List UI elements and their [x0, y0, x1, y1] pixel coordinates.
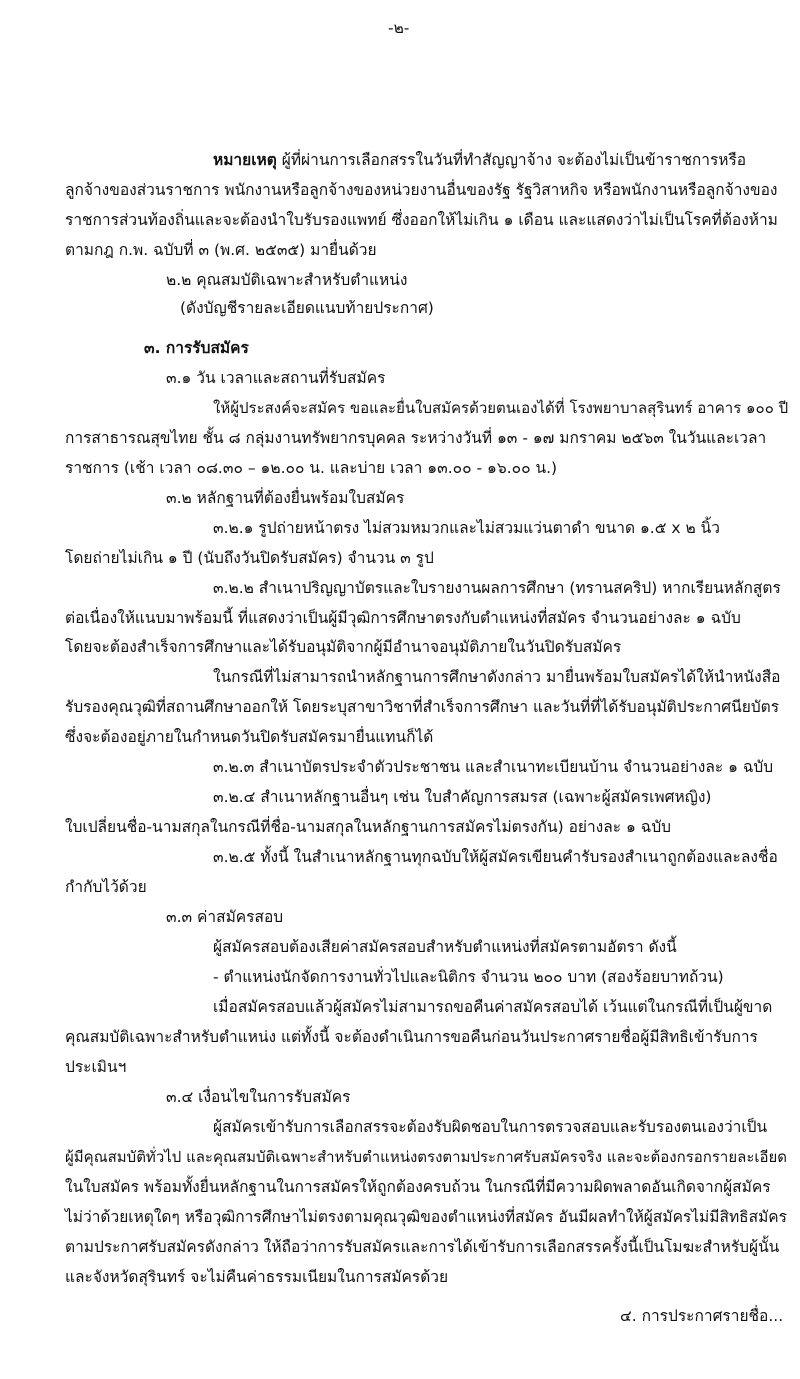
- note-line-1: หมายเหตุ ผู้ที่ผ่านการเลือกสรรในวันที่ทำสัญญาจ้าง จะต้องไม่เป็นข้าราชการหรือ: [213, 151, 747, 169]
- item-3-2-2-line-6: ซึ่งจะต้องอยู่ภายในกำหนดวันปิดรับสมัครมายื่นแทนก็ได้: [65, 728, 434, 746]
- section-3-1-line-1: ให้ผู้ประสงค์จะสมัคร ขอและยื่นใบสมัครด้วยตนเองได้ที่ โรงพยาบาลสุรินทร์ อาคาร ๑๐๐ ปี: [213, 399, 789, 417]
- item-3-2-2-line-2: ต่อเนื่องให้แนบมาพร้อมนี้ ที่แสดงว่าเป็นผู้มีวุฒิการศึกษาตรงกับตำแหน่งที่สมัคร จำนวนอย่างละ ๑ ฉบับ: [65, 609, 741, 627]
- item-3-2-3-line-1: ๓.๒.๓ สำเนาบัตรประจำตัวประชาชน และสำเนาทะเบียนบ้าน จำนวนอย่างละ ๑ ฉบับ: [213, 758, 774, 776]
- section-3-3-title: ๓.๓ ค่าสมัครสอบ: [166, 908, 284, 926]
- item-3-2-2-line-4: ในกรณีที่ไม่สามารถนำหลักฐานการศึกษาดังกล่าว มายื่นพร้อมใบสมัครได้ให้นำหนังสือ: [213, 668, 781, 686]
- item-3-2-4-line-1: ๓.๒.๔ สำเนาหลักฐานอื่นๆ เช่น ใบสำคัญการสมรส (เฉพาะผู้สมัครเพศหญิง): [213, 788, 712, 806]
- section-3-2-title: ๓.๒ หลักฐานที่ต้องยื่นพร้อมใบสมัคร: [166, 489, 405, 507]
- section-2-2-title: ๒.๒ คุณสมบัติเฉพาะสำหรับตำแหน่ง: [166, 271, 408, 289]
- item-3-2-2-line-3: โดยจะต้องสำเร็จการศึกษาและได้รับอนุมัติจากผู้มีอำนาจอนุมัติภายในวันปิดรับสมัคร: [65, 638, 622, 656]
- section-3-4-title: ๓.๔ เงื่อนไขในการรับสมัคร: [166, 1088, 351, 1106]
- item-3-2-1-line-2: โดยถ่ายไม่เกิน ๑ ปี (นับถึงวันปิดรับสมัคร) จำนวน ๓ รูป: [65, 549, 434, 567]
- section-3-3-line-5: ประเมินฯ: [65, 1058, 127, 1076]
- section-3-1-line-3: ราชการ (เช้า เวลา ๐๘.๓๐ – ๑๒.๐๐ น. และบ่าย เวลา ๑๓.๐๐ - ๑๖.๐๐ น.): [65, 459, 558, 477]
- note-line-4: ตามกฎ ก.พ. ฉบับที่ ๓ (พ.ศ. ๒๕๓๕) มายื่นด้วย: [65, 241, 377, 259]
- item-3-2-2-line-1: ๓.๒.๒ สำเนาปริญญาบัตรและใบรายงานผลการศึกษา (ทรานสคริป) หากเรียนหลักสูตร: [213, 579, 781, 597]
- page-number: -๒-: [388, 19, 410, 37]
- section-3-3-line-4: คุณสมบัติเฉพาะสำหรับตำแหน่ง แต่ทั้งนี้ จะต้องดำเนินการขอคืนก่อนวันประกาศรายชื่อผู้มีสิทธิเข้ารับการ: [65, 1028, 758, 1046]
- section-3-1-title: ๓.๑ วัน เวลาและสถานที่รับสมัคร: [166, 369, 386, 387]
- section-3-heading: ๓. การรับสมัคร: [144, 339, 249, 357]
- item-3-2-1-line-1: ๓.๒.๑ รูปถ่ายหน้าตรง ไม่สวมหมวกและไม่สวมแว่นตาดำ ขนาด ๑.๕ x ๒ นิ้ว: [213, 519, 720, 537]
- item-3-2-5-line-2: กำกับไว้ด้วย: [65, 878, 147, 896]
- note-line-2: ลูกจ้างของส่วนราชการ พนักงานหรือลูกจ้างของหน่วยงานอื่นของรัฐ รัฐวิสาหกิจ หรือพนักงานหรือลูกจ้างของ: [65, 181, 778, 199]
- section-3-4-line-4: ไม่ว่าด้วยเหตุใดๆ หรือวุฒิการศึกษาไม่ตรงตามคุณวุฒิของตำแหน่งที่สมัคร อันมีผลทำให้ผู้สมัครไม่มีสิทธิสมัคร: [65, 1208, 787, 1226]
- section-2-2-sub: (ดังบัญชีรายละเอียดแนบท้ายประกาศ): [180, 299, 434, 317]
- section-3-4-line-5: ตามประกาศรับสมัครดังกล่าว ให้ถือว่าการรับสมัครและการได้เข้ารับการเลือกสรรครั้งนี้เป็นโมฆะสำหรับผู้นั้น: [65, 1238, 780, 1256]
- section-3-4-line-3: ในใบสมัคร พร้อมทั้งยื่นหลักฐานในการสมัครให้ถูกต้องครบถ้วน ในกรณีที่มีความผิดพลาดอันเกิดจากผู้สมัคร: [65, 1178, 771, 1196]
- note-line-3: ราชการส่วนท้องถิ่นและจะต้องนำใบรับรองแพทย์ ซึ่งออกให้ไม่เกิน ๑ เดือน และแสดงว่าไม่เป็นโรคที่ต้องห้าม: [65, 211, 778, 229]
- section-3-3-line-3: เมื่อสมัครสอบแล้วผู้สมัครไม่สามารถขอคืนค่าสมัครสอบได้ เว้นแต่ในกรณีที่เป็นผู้ขาด: [213, 998, 773, 1016]
- section-3-4-line-6: และจังหวัดสุรินทร์ จะไม่คืนค่าธรรมเนียมในการสมัครด้วย: [65, 1268, 449, 1286]
- section-3-4-line-2: ผู้มีคุณสมบัติทั่วไป และคุณสมบัติเฉพาะสำหรับตำแหน่งตรงตามประกาศรับสมัครจริง และจะต้องกรอกรายละเอียด: [65, 1148, 788, 1166]
- section-3-3-line-1: ผู้สมัครสอบต้องเสียค่าสมัครสอบสำหรับตำแหน่งที่สมัครตามอัตรา ดังนี้: [213, 938, 677, 956]
- section-3-1-line-2: การสาธารณสุขไทย ชั้น ๘ กลุ่มงานทรัพยากรบุคคล ระหว่างวันที่ ๑๓ - ๑๗ มกราคม ๒๕๖๓ ในวันและเวลา: [65, 429, 767, 447]
- continuation-marker: ๔. การประกาศรายชื่อ...: [620, 1307, 784, 1325]
- item-3-2-2-line-5: รับรองคุณวุฒิที่สถานศึกษาออกให้ โดยระบุสาขาวิชาที่สำเร็จการศึกษา และวันที่ที่ได้รับอนุมัติประกาศนียบัตร: [65, 698, 780, 716]
- item-3-2-5-line-1: ๓.๒.๕ ทั้งนี้ ในสำเนาหลักฐานทุกฉบับให้ผู้สมัครเขียนคำรับรองสำเนาถูกต้องและลงชื่อ: [213, 848, 778, 866]
- section-3-4-line-1: ผู้สมัครเข้ารับการเลือกสรรจะต้องรับผิดชอบในการตรวจสอบและรับรองตนเองว่าเป็น: [213, 1118, 768, 1136]
- section-3-3-line-2: - ตำแหน่งนักจัดการงานทั่วไปและนิติกร จำนวน ๒๐๐ บาท (สองร้อยบาทถ้วน): [213, 968, 724, 986]
- note-label: หมายเหตุ: [213, 151, 277, 169]
- item-3-2-4-line-2: ใบเปลี่ยนชื่อ-นามสกุลในกรณีที่ชื่อ-นามสกุลในหลักฐานการสมัครไม่ตรงกัน) อย่างละ ๑ ฉบับ: [65, 818, 671, 836]
